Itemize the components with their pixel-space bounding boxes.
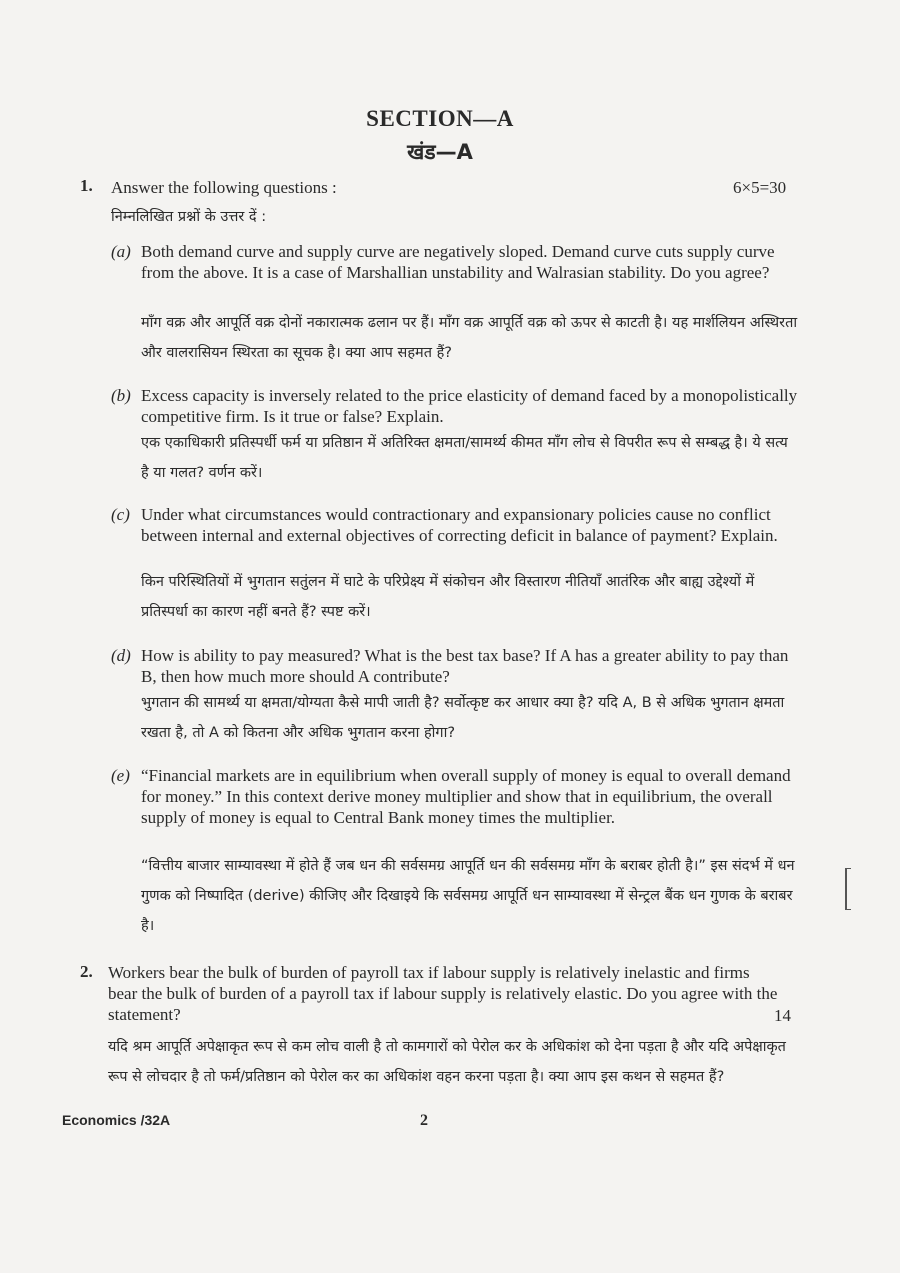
section-title-en: SECTION—A (366, 106, 514, 131)
part-a-text-en: Both demand curve and supply curve are negatively sloped. Demand curve cuts supply curve from the above. It is a case of Marshallian unstability and Walrasian stability. Do you agree? (141, 242, 775, 282)
part-e-text-en: “Financial markets are in equilibrium when overall supply of money is equal to overall demand for money.” In this context derive money multiplier and show that in equilibrium, the overall supply of money is equal to Central Bank money times the multiplier. (141, 766, 791, 827)
margin-mark (845, 868, 851, 910)
part-d-text-en: How is ability to pay measured? What is the best tax base? If A has a greater ability to pay than B, then how much more should A contribute? (141, 646, 789, 686)
part-a-text-hi: माँग वक्र और आपूर्ति वक्र दोनों नकारात्मक ढलान पर हैं। माँग वक्र आपूर्ति वक्र को ऊपर से काटती है। यह मार्शलियन अस्थिरता और वालरासियन स्थिरता का सूचक है। क्या आप सहमत हैं? (141, 315, 798, 361)
section-title-hi: खंड—A (407, 140, 473, 164)
part-c-text-hi: किन परिस्थितियों में भुगतान सतुंलन में घाटे के परिप्रेक्ष्य में संकोचन और विस्तारण नीतियाँ आतंरिक और बाह्य उद्देश्यों में प्रतिस्पर्धा का कारण नहीं बनते हैं? स्पष्ट करें। (141, 574, 755, 620)
paper-code: Economics /32A (62, 1112, 171, 1128)
question-2-text-en: Workers bear the bulk of burden of payroll tax if labour supply is relatively inelastic and firms bear the bulk of burden of a payroll tax if labour supply is relatively elastic. Do you agree with the statement? (108, 963, 778, 1024)
question-2-marks: 14 (774, 1006, 791, 1025)
part-a-label: (a) (111, 242, 131, 261)
question-1-number: 1. (80, 176, 93, 195)
part-d-text-hi: भुगतान की सामर्थ्य या क्षमता/योग्यता कैसे मापी जाती है? सर्वोत्कृष्ट कर आधार क्या है? यदि A, B से अधिक भुगतान क्षमता रखता है, तो A को कितना और अधिक भुगतान करना होगा? (141, 695, 785, 741)
part-b-text-en: Excess capacity is inversely related to the price elasticity of demand faced by a monopolistically competitive firm. Is it true or false? Explain. (141, 386, 798, 426)
part-c-label: (c) (111, 505, 130, 524)
part-d-label: (d) (111, 646, 131, 665)
question-1-marks: 6×5=30 (733, 178, 787, 197)
part-e-text-hi: “वित्तीय बाजार साम्यावस्था में होते हैं जब धन की सर्वसमग्र आपूर्ति धन की सर्वसमग्र माँग के बराबर होती है।” इस संदर्भ में धन गुणक को निष्पादित (derive) कीजिए और दिखाइये कि सर्वसमग्र आपूर्ति धन साम्यावस्था में सेन्ट्रल बैंक धन गुणक के बराबर है। (141, 858, 795, 934)
part-e-label: (e) (111, 766, 130, 785)
question-2-text-hi: यदि श्रम आपूर्ति अपेक्षाकृत रूप से कम लोच वाली है तो कामगारों को पेरोल कर के अधिकांश को देना पड़ता है और यदि अपेक्षाकृत रूप से लोचदार है तो फर्म/प्रतिष्ठान को पेरोल कर का अधिकांश वहन करना पड़ता है। क्या आप इस कथन से सहमत हैं? (108, 1039, 786, 1085)
question-2-number: 2. (80, 962, 93, 981)
page-number: 2 (420, 1112, 428, 1129)
question-1-prompt-en: Answer the following questions : (111, 178, 337, 197)
part-b-text-hi: एक एकाधिकारी प्रतिस्पर्धी फर्म या प्रतिष्ठान में अतिरिक्त क्षमता/सामर्थ्य कीमत माँग लोच से विपरीत रूप से सम्बद्ध है। ये सत्य है या गलत? वर्णन करें। (141, 435, 788, 481)
part-b-label: (b) (111, 386, 131, 405)
part-c-text-en: Under what circumstances would contractionary and expansionary policies cause no conflict between internal and external objectives of correcting deficit in balance of payment? Explain. (141, 505, 778, 545)
question-1-prompt-hi: निम्नलिखित प्रश्नों के उत्तर दें : (111, 209, 267, 225)
